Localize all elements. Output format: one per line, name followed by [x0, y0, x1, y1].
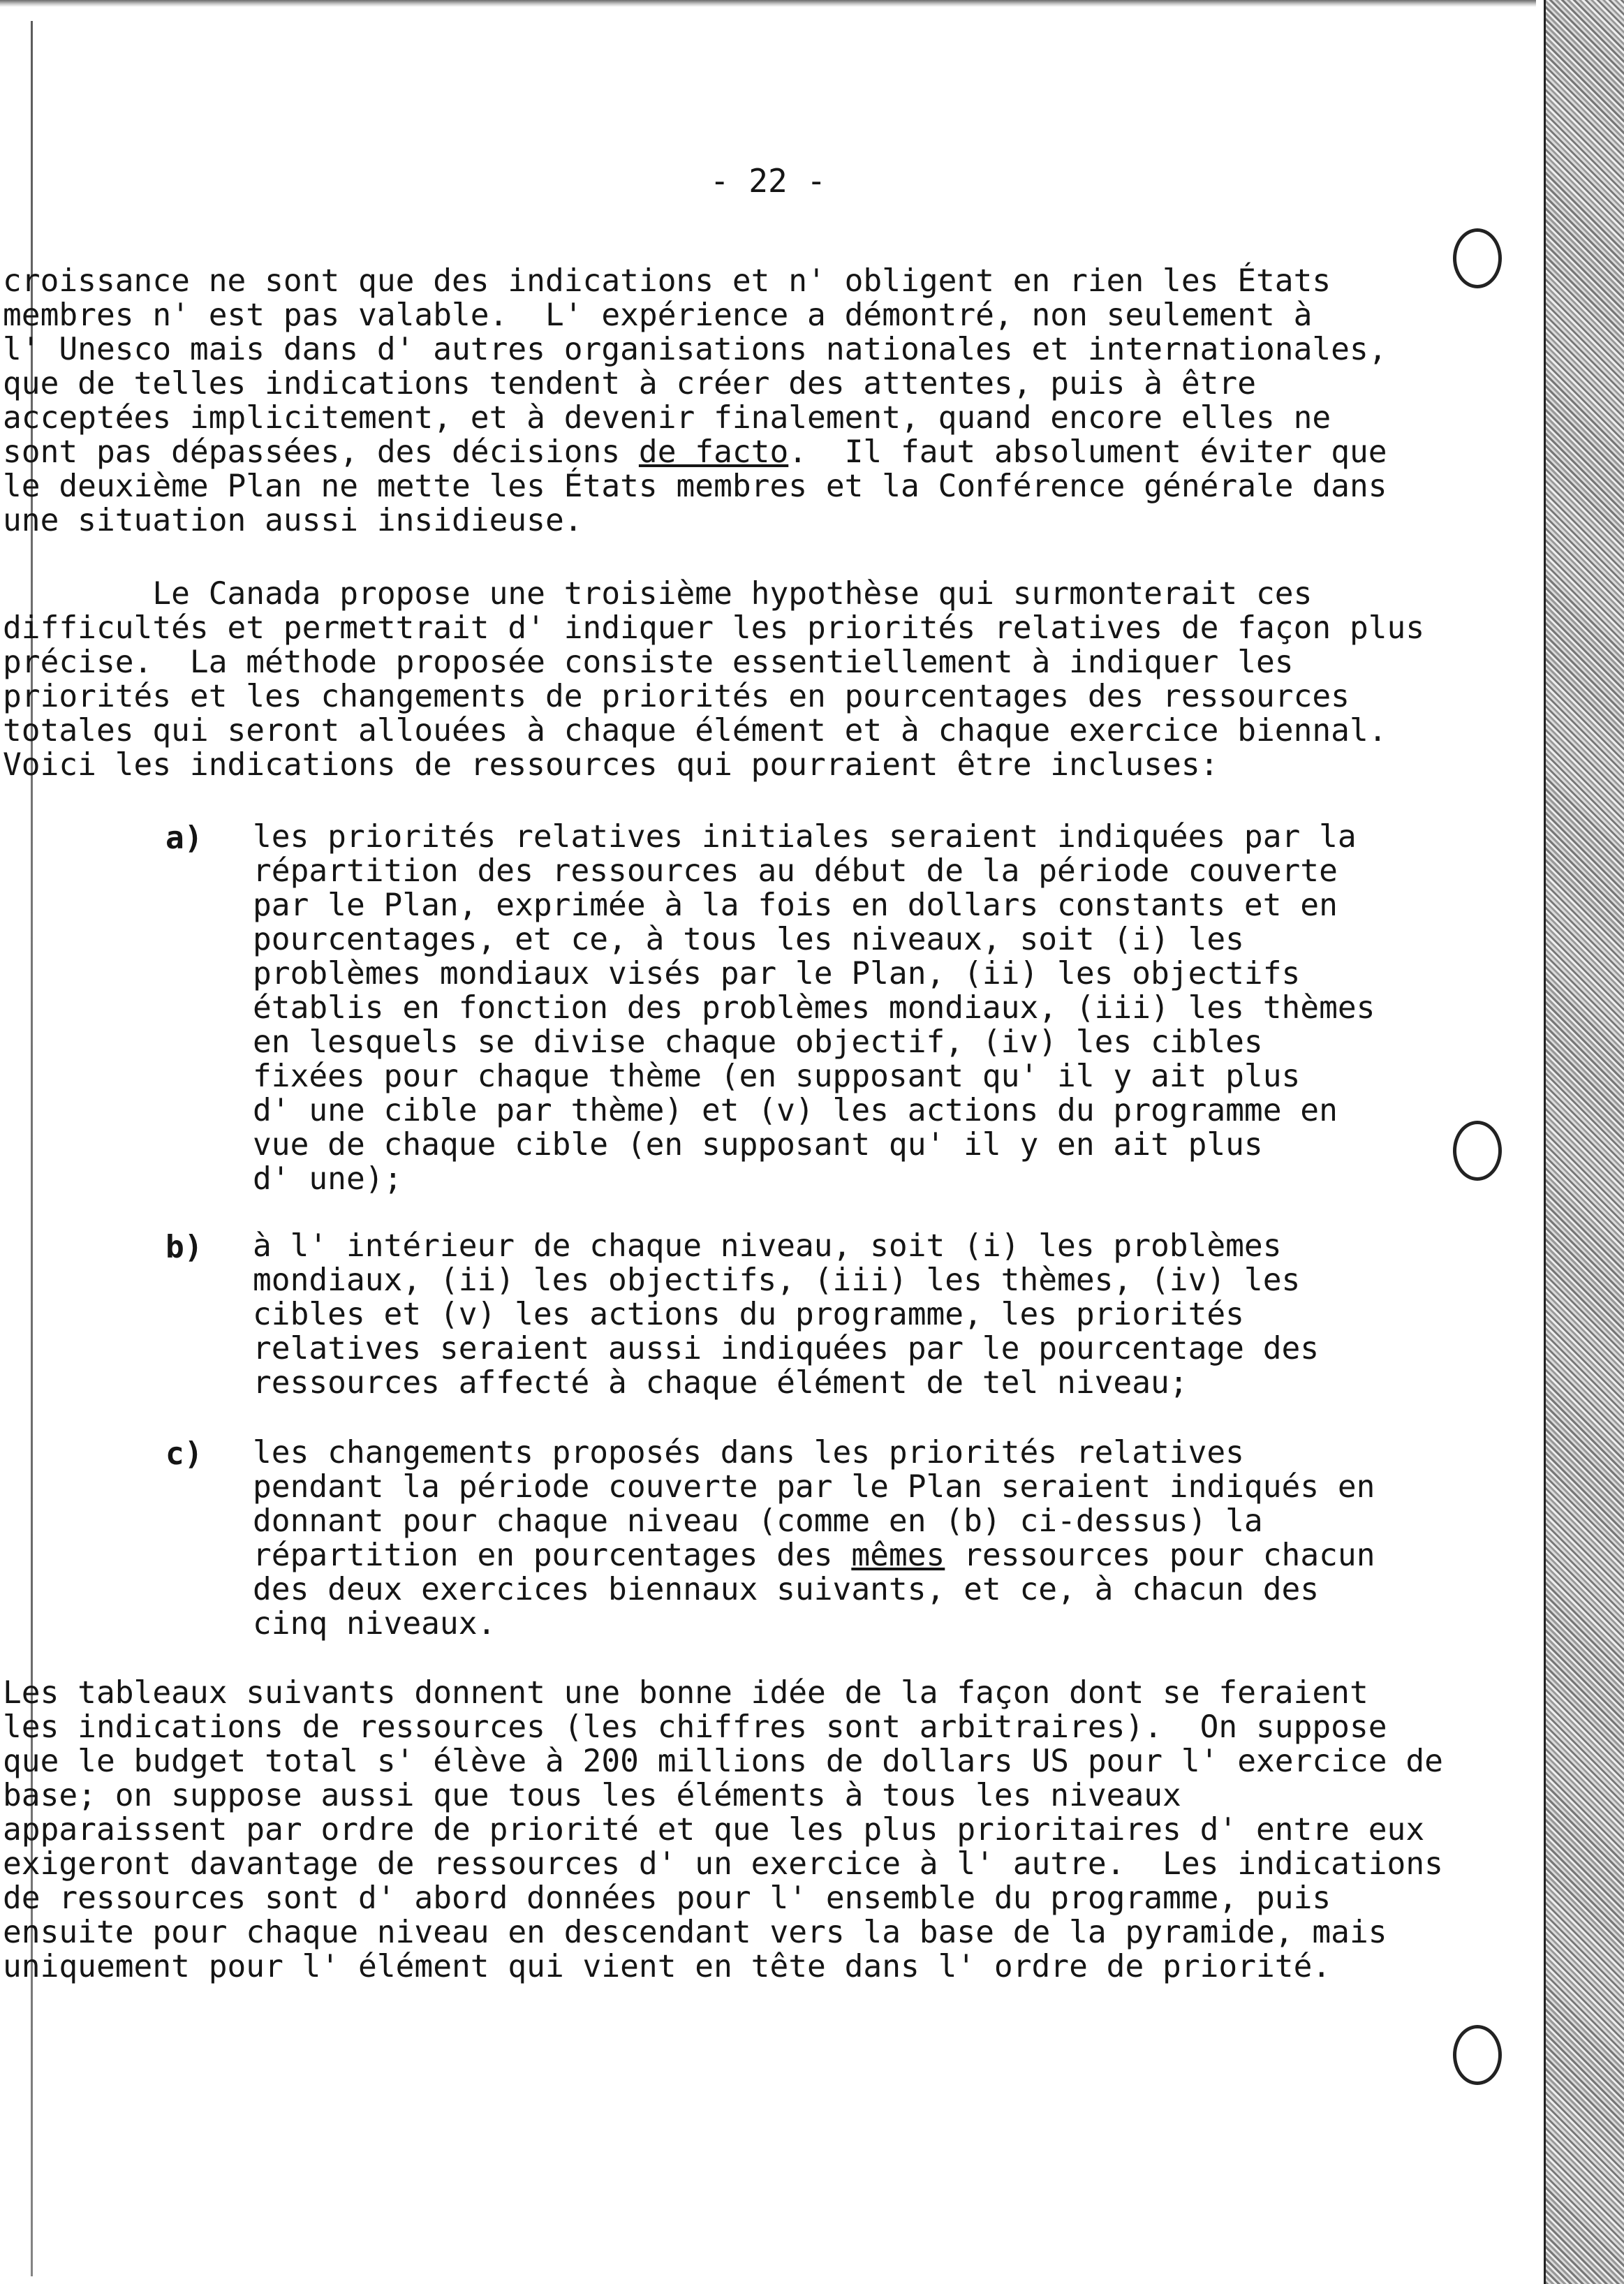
line: ensuite pour chaque niveau en descendant vers la base de la pyramide, mais: [3, 1915, 1387, 1950]
line: croissance ne sont que des indications et n' obligent en rien les États: [3, 263, 1331, 299]
line: que de telles indications tendent à créer des attentes, puis à être: [3, 366, 1257, 401]
line: que le budget total s' élève à 200 millions de dollars US pour l' exercice de: [3, 1744, 1443, 1779]
line: Les tableaux suivants donnent une bonne idée de la façon dont se feraient: [3, 1675, 1368, 1711]
line: l' Unesco mais dans d' autres organisations nationales et internationales,: [3, 332, 1387, 367]
line: fixées pour chaque thème (en supposant qu' il y ait plus: [253, 1059, 1301, 1094]
scan-right-edge: [1544, 0, 1624, 2284]
punch-hole-2: [1453, 1121, 1502, 1181]
line: . Il faut absolument éviter que: [788, 434, 1387, 470]
punch-hole-3: [1453, 2025, 1502, 2085]
scan-top-edge: [0, 0, 1536, 7]
line: des deux exercices biennaux suivants, et ce, à chacun des: [253, 1572, 1320, 1607]
line: établis en fonction des problèmes mondiaux, (iii) les thèmes: [253, 990, 1375, 1026]
line: exigeront davantage de ressources d' un exercice à l' autre. Les indications: [3, 1846, 1443, 1882]
underlined-term: mêmes: [851, 1538, 945, 1573]
line: précise. La méthode proposée consiste essentiellement à indiquer les: [3, 644, 1294, 680]
underlined-term: de facto: [638, 434, 789, 470]
item-a-letter: a): [165, 820, 203, 856]
line: Le Canada propose une troisième hypothèse qui surmonterait ces: [3, 576, 1313, 612]
line: une situation aussi insidieuse.: [3, 503, 583, 538]
line: d' une cible par thème) et (v) les actions du programme en: [253, 1093, 1338, 1128]
line: acceptées implicitement, et à devenir finalement, quand encore elles ne: [3, 400, 1331, 436]
line: membres n' est pas valable. L' expérience a démontré, non seulement à: [3, 297, 1313, 333]
item-a-text: [253, 819, 1375, 1197]
line: d' une);: [253, 1161, 403, 1197]
line: les changements proposés dans les priorités relatives: [253, 1435, 1244, 1471]
line: pourcentages, et ce, à tous les niveaux, soit (i) les: [253, 922, 1244, 957]
paragraph-2: [3, 576, 1425, 783]
line: cibles et (v) les actions du programme, les priorités: [253, 1297, 1244, 1332]
line: donnant pour chaque niveau (comme en (b) ci-dessus) la: [253, 1503, 1263, 1539]
line: ressources pour chacun: [945, 1538, 1375, 1573]
line: problèmes mondiaux visés par le Plan, (ii) les objectifs: [253, 956, 1301, 992]
item-b-letter: b): [165, 1230, 203, 1265]
line: répartition des ressources au début de la période couverte: [253, 853, 1338, 889]
line: uniquement pour l' élément qui vient en tête dans l' ordre de priorité.: [3, 1949, 1331, 1984]
line: par le Plan, exprimée à la fois en dollars constants et en: [253, 887, 1338, 923]
item-c-letter: c): [165, 1436, 203, 1472]
line: cinq niveaux.: [253, 1606, 496, 1642]
line: vue de chaque cible (en supposant qu' il y en ait plus: [253, 1127, 1263, 1163]
item-c-text: [253, 1435, 1375, 1642]
paragraph-3: [3, 1675, 1443, 1984]
line: mondiaux, (ii) les objectifs, (iii) les thèmes, (iv) les: [253, 1262, 1301, 1298]
line: répartition en pourcentages des: [253, 1538, 852, 1573]
line: priorités et les changements de priorités en pourcentages des ressources: [3, 679, 1350, 714]
line: à l' intérieur de chaque niveau, soit (i) les problèmes: [253, 1228, 1282, 1264]
line: Voici les indications de ressources qui pourraient être incluses:: [3, 747, 1219, 783]
line: apparaissent par ordre de priorité et que les plus prioritaires d' entre eux: [3, 1812, 1425, 1848]
line: pendant la période couverte par le Plan seraient indiqués en: [253, 1469, 1375, 1505]
line: les priorités relatives initiales seraient indiquées par la: [253, 819, 1357, 855]
paragraph-1: [3, 263, 1387, 538]
line: ressources affecté à chaque élément de tel niveau;: [253, 1365, 1188, 1401]
item-b-text: [253, 1228, 1320, 1401]
line: relatives seraient aussi indiquées par le pourcentage des: [253, 1331, 1320, 1366]
line: le deuxième Plan ne mette les États membres et la Conférence générale dans: [3, 469, 1387, 504]
line: de ressources sont d' abord données pour l' ensemble du programme, puis: [3, 1880, 1331, 1916]
line: base; on suppose aussi que tous les éléments à tous les niveaux: [3, 1778, 1181, 1813]
line: totales qui seront allouées à chaque élément et à chaque exercice biennal.: [3, 713, 1387, 749]
line: en lesquels se divise chaque objectif, (iv) les cibles: [253, 1024, 1263, 1060]
page-number: - 22 -: [709, 162, 827, 200]
line: les indications de ressources (les chiffres sont arbitraires). On suppose: [3, 1709, 1387, 1745]
line: sont pas dépassées, des décisions: [3, 434, 639, 470]
punch-hole-1: [1453, 228, 1502, 288]
line: difficultés et permettrait d' indiquer les priorités relatives de façon plus: [3, 610, 1425, 646]
